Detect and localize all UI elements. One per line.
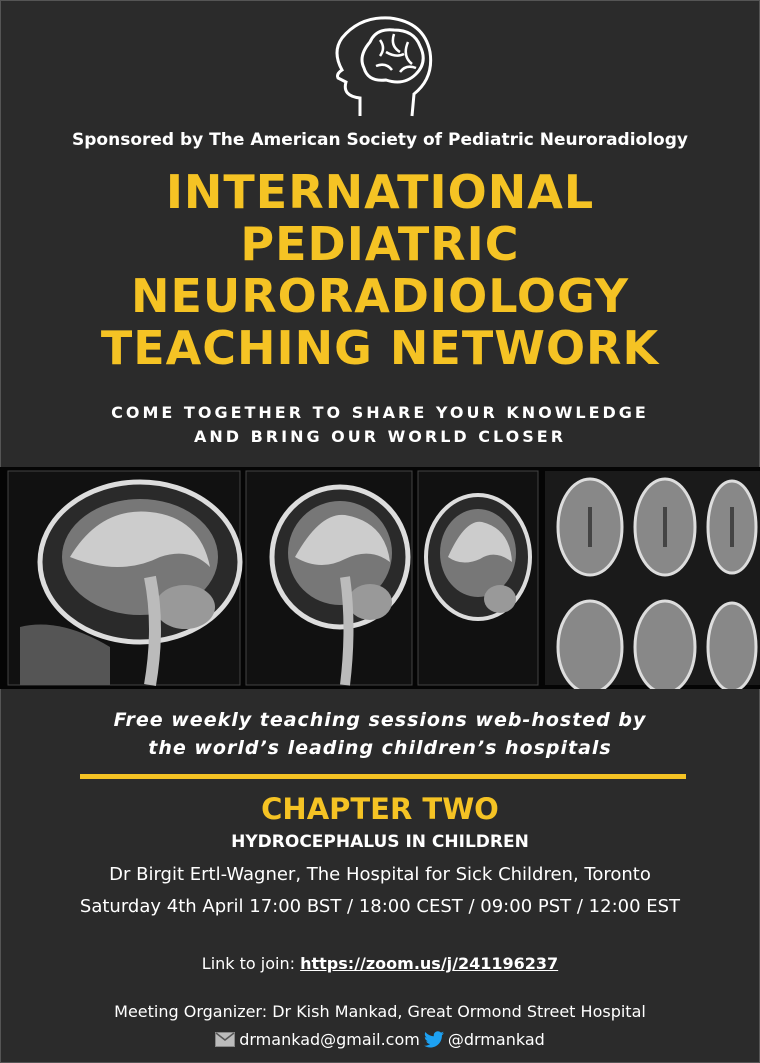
speaker-line: Dr Birgit Ertl-Wagner, The Hospital for Sick Children, Toronto [109,864,651,885]
twitter-bird-icon [424,1031,444,1048]
contact-line [0,1030,760,1049]
mri-scans-image [0,467,760,689]
chapter-heading: CHAPTER TWO [261,792,499,826]
sagittal-scan [8,471,240,685]
tagline-line: COME TOGETHER TO SHARE YOUR KNOWLEDGE [111,403,649,422]
twitter-handle[interactable]: @drmankad [447,1030,545,1049]
email-address[interactable]: drmankad@gmail.com [239,1030,420,1049]
sagittal-scan [246,471,412,685]
free-line: Free weekly teaching sessions web-hosted by [113,709,647,731]
divider [80,774,686,779]
organizer-line: Meeting Organizer: Dr Kish Mankad, Great Ormond Street Hospital [114,1002,646,1021]
axial-scan-grid [545,471,760,689]
free-sessions-text [0,706,760,762]
free-line: the world’s leading children’s hospitals [148,737,612,759]
tagline-line: AND BRING OUR WORLD CLOSER [193,427,567,446]
sponsor-line: Sponsored by The American Society of Pediatric Neuroradiology [72,130,688,150]
tagline [0,401,760,449]
sagittal-scan [418,471,538,685]
title-line: NEURORADIOLOGY [130,269,630,323]
envelope-icon [215,1032,235,1047]
title-line: TEACHING NETWORK [100,321,660,375]
join-link-label: Link to join: [201,954,296,973]
datetime-line: Saturday 4th April 17:00 BST / 18:00 CEST / 09:00 PST / 12:00 EST [79,896,681,917]
zoom-link[interactable]: https://zoom.us/j/241196237 [300,954,559,973]
topic-title: HYDROCEPHALUS IN CHILDREN [231,832,529,852]
title-line: INTERNATIONAL [165,165,595,219]
main-title [0,166,760,374]
title-line: PEDIATRIC [240,217,520,271]
join-link-line [0,954,760,973]
head-brain-icon [320,12,440,124]
